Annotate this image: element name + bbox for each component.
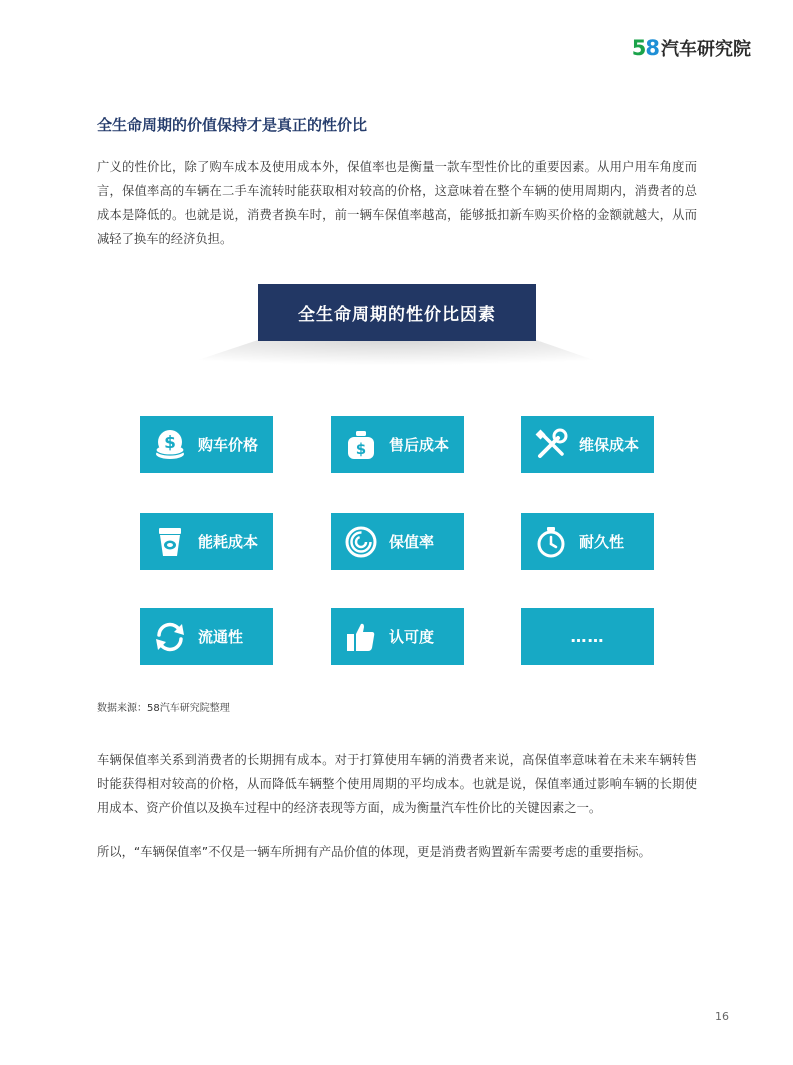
- factor-label: 购车价格: [198, 436, 259, 454]
- section-heading: 全生命周期的价值保持才是真正的性价比: [97, 116, 368, 134]
- spiral-target-icon: [343, 524, 379, 560]
- factor-label: 能耗成本: [198, 533, 259, 551]
- conclusion-paragraph: 所以，“车辆保值率”不仅是一辆车所拥有产品价值的体现，更是消费者购置新车需要考虑的重要指标。: [97, 845, 651, 859]
- data-source-note: 数据来源：58汽车研究院整理: [97, 703, 230, 714]
- factor-tile-maintenance-cost: [521, 416, 654, 473]
- money-bag-icon: [343, 427, 379, 463]
- factor-label: 流通性: [198, 628, 244, 646]
- factor-label: 售后成本: [389, 436, 450, 454]
- factor-tile-after-sales-cost: [331, 416, 464, 473]
- factor-tile-energy-cost: [140, 513, 273, 570]
- factor-tile-liquidity: [140, 608, 273, 665]
- factor-label: 保值率: [389, 533, 435, 551]
- factor-tile-durability: [521, 513, 654, 570]
- body-paragraph: 车辆保值率关系到消费者的长期拥有成本。对于打算使用车辆的消费者来说，高保值率意味着在未来车辆转售时能获得相对较高的价格，从而降低车辆整个使用周期的平均成本。也就是说，保值率通过影响车辆的长期使用成本、资产价值以及换车过程中的经济表现等方面，成为衡量汽车性价比的关键因素之一。: [97, 753, 697, 815]
- svg-text:$: $: [355, 439, 367, 458]
- logo-number: 58: [631, 36, 659, 60]
- factor-label: 认可度: [389, 628, 435, 646]
- fuel-cup-icon: [152, 524, 188, 560]
- coin-stack-icon: [152, 427, 188, 463]
- factor-tile-more: [521, 608, 654, 665]
- circular-arrows-icon: [152, 619, 188, 655]
- intro-paragraph: 广义的性价比，除了购车成本及使用成本外，保值率也是衡量一款车型性价比的重要因素。从用户用车角度而言，保值率高的车辆在二手车流转时能获取相对较高的价格，这意味着在整个车辆的使用周期内，消费者的总成本是降低的。也就是说，消费者换车时，前一辆车保值率越高，能够抵扣新车购买价格的金额就越大，从而减轻了换车的经济负担。: [97, 160, 697, 246]
- stopwatch-icon: [533, 524, 569, 560]
- factor-tile-retention-rate: [331, 513, 464, 570]
- banner-shadow: [150, 340, 640, 380]
- factor-label: 耐久性: [579, 533, 625, 551]
- factor-label: 维保成本: [579, 436, 640, 454]
- factor-tile-purchase-price: [140, 416, 273, 473]
- logo-text: 汽车研究院: [661, 39, 751, 60]
- diagram-title: 全生命周期的性价比因素: [258, 284, 536, 341]
- wrench-screwdriver-icon: [533, 427, 569, 463]
- factor-ellipsis: ……: [570, 627, 605, 646]
- svg-text:$: $: [164, 432, 176, 453]
- factor-tile-recognition: [331, 608, 464, 665]
- thumbs-up-icon: [343, 619, 379, 655]
- brand-logo: [632, 36, 751, 60]
- page-number: 16: [715, 1010, 729, 1023]
